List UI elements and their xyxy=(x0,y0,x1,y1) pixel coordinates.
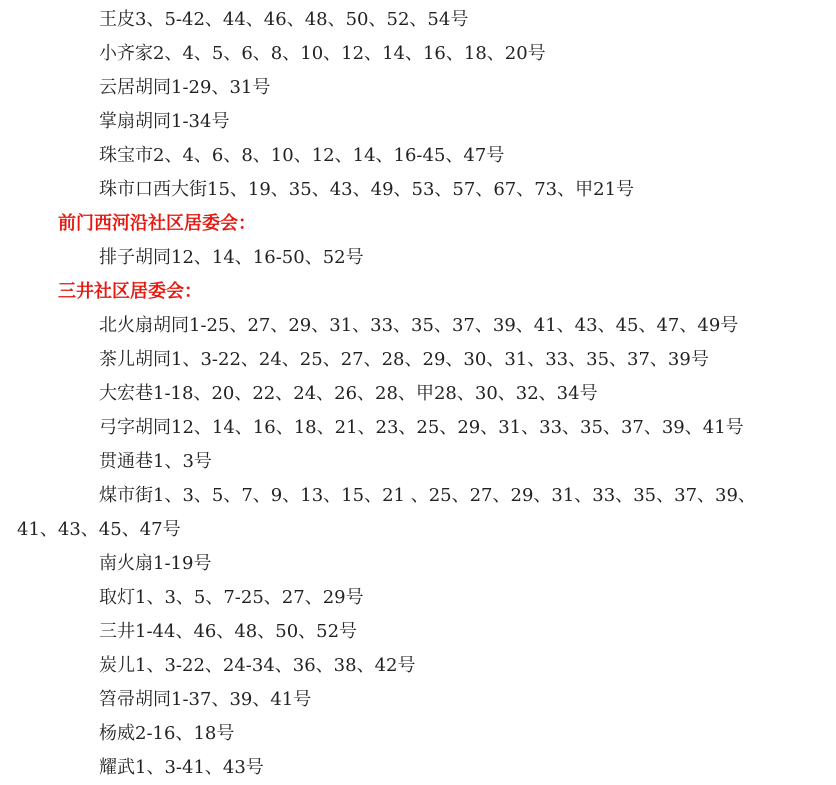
address-entry-chaer-hutong: 茶儿胡同1、3-22、24、25、27、28、29、30、31、33、35、37、39号 xyxy=(99,349,709,370)
address-entry-yunju-hutong: 云居胡同1-29、31号 xyxy=(99,77,271,98)
address-entry-meishi-street: 煤市街1、3、5、7、9、13、15、21 、25、27、29、31、33、35、37、39、 xyxy=(99,485,756,506)
address-entry-gongzi-hutong: 弓字胡同12、14、16、18、21、23、25、29、31、33、35、37、39、41号 xyxy=(99,417,744,438)
address-entry-taner: 炭儿1、3-22、24-34、36、38、42号 xyxy=(99,655,416,676)
address-entry-nanhuoshan: 南火扇1-19号 xyxy=(99,553,212,574)
address-entry-yaowu: 耀武1、3-41、43号 xyxy=(99,757,264,778)
address-entry-tiaozhou-hutong: 笤帚胡同1-37、39、41号 xyxy=(99,689,312,710)
address-entry-paizi-hutong: 排子胡同12、14、16-50、52号 xyxy=(99,247,364,268)
address-entry-xiaoqijia: 小齐家2、4、5、6、8、10、12、14、16、18、20号 xyxy=(99,43,546,64)
address-entry-yangwei: 杨威2-16、18号 xyxy=(99,723,235,744)
address-entry-dahong-lane: 大宏巷1-18、20、22、24、26、28、甲28、30、32、34号 xyxy=(99,383,598,404)
section-heading-sanjing: 三井社区居委会： xyxy=(58,281,202,302)
address-entry-guantong-lane: 贯通巷1、3号 xyxy=(99,451,212,472)
address-entry-zhangshan-hutong: 掌扇胡同1-34号 xyxy=(99,111,230,132)
address-entry-zhubaoshi: 珠宝市2、4、6、8、10、12、14、16-45、47号 xyxy=(99,145,505,166)
address-entry-beihuoshan-hutong: 北火扇胡同1-25、27、29、31、33、35、37、39、41、43、45、47、49号 xyxy=(99,315,739,336)
address-entry-zhushikou-west-street: 珠市口西大街15、19、35、43、49、53、57、67、73、甲21号 xyxy=(99,179,635,200)
section-heading-qianmen-xiheyan: 前门西河沿社区居委会： xyxy=(58,213,256,234)
address-entry-meishi-street-continued: 41、43、45、47号 xyxy=(17,519,181,540)
address-entry-qudeng: 取灯1、3、5、7-25、27、29号 xyxy=(99,587,364,608)
address-entry-sanjing: 三井1-44、46、48、50、52号 xyxy=(99,621,358,642)
address-entry-wangpi: 王皮3、5-42、44、46、48、50、52、54号 xyxy=(99,9,469,30)
